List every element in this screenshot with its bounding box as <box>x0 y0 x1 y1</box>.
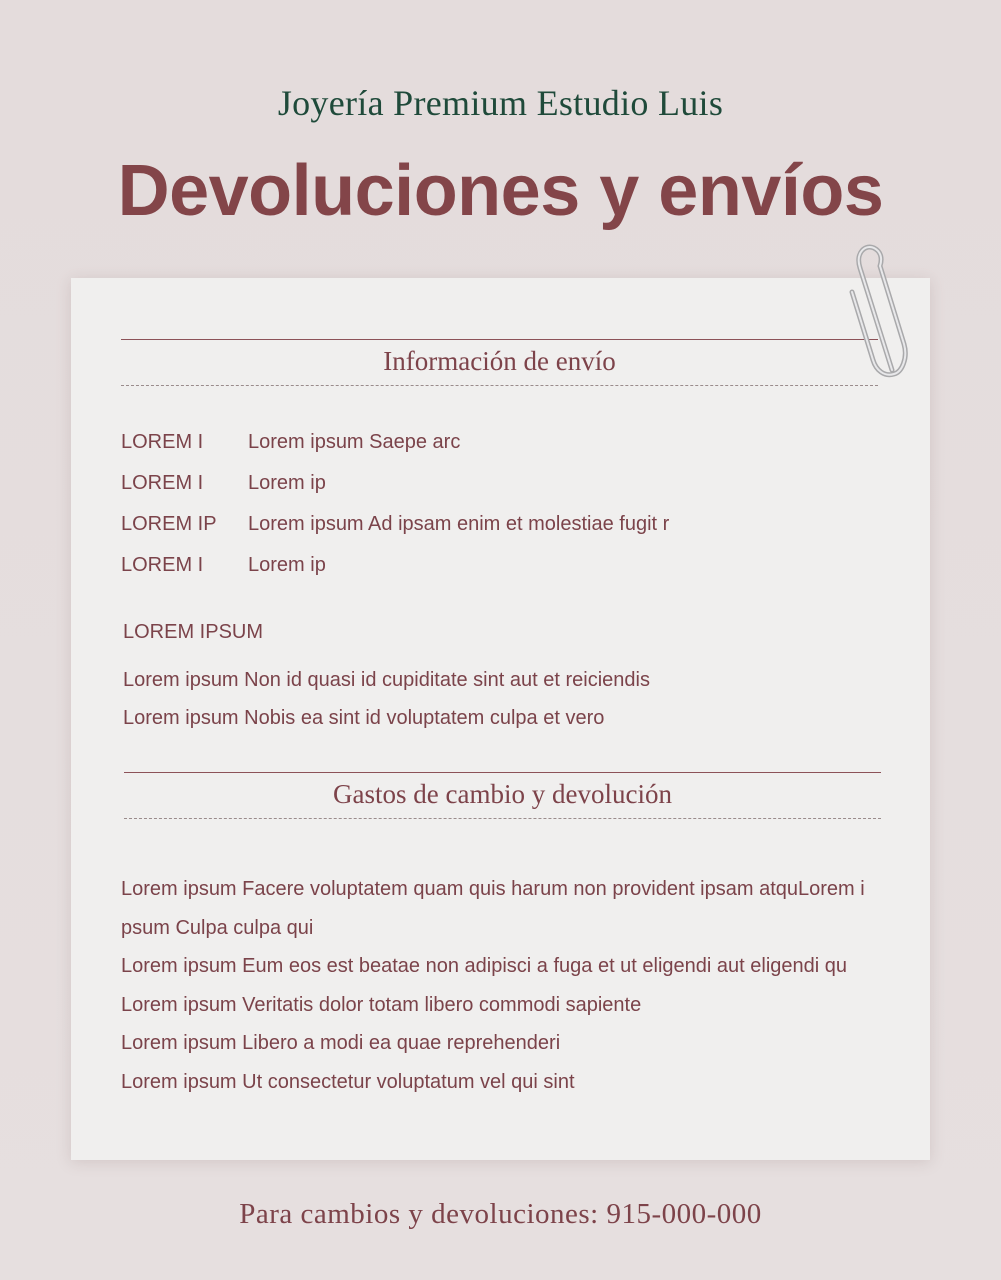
contact-footer: Para cambios y devoluciones: 915-000-000 <box>239 1198 762 1230</box>
shipping-row-label: LOREM I <box>121 431 204 453</box>
page-title: Devoluciones y envíos <box>117 151 884 231</box>
shipping-section-header <box>121 339 878 386</box>
shipping-row <box>121 431 841 454</box>
returns-line: Lorem ipsum Libero a modi ea quae reprehenderi <box>121 1032 561 1054</box>
shipping-line: Lorem ipsum Non id quasi id cupiditate sint aut et reiciendis <box>123 669 650 691</box>
brand-name: Joyería Premium Estudio Luis <box>277 83 724 123</box>
returns-line: Lorem ipsum Facere voluptatem quam quis harum non provident ipsam atquLorem i <box>121 878 865 900</box>
returns-line: Lorem ipsum Ut consectetur voluptatum vel qui sint <box>121 1071 575 1093</box>
shipping-row <box>121 554 841 577</box>
returns-line: Lorem ipsum Eum eos est beatae non adipisci a fuga et ut eligendi aut eligendi qu <box>121 955 848 977</box>
info-card <box>71 278 930 1160</box>
returns-section-header <box>124 772 881 819</box>
shipping-row-label: LOREM I <box>121 472 204 494</box>
divider-dashed <box>124 818 881 819</box>
shipping-row-value: Lorem ip <box>248 554 326 576</box>
shipping-row-value: Lorem ipsum Ad ipsam enim et molestiae fugit r <box>248 513 670 535</box>
paperclip-icon <box>836 240 920 386</box>
shipping-row-value: Lorem ipsum Saepe arc <box>248 431 461 453</box>
shipping-row-label: LOREM IP <box>121 513 217 535</box>
returns-line: Lorem ipsum Veritatis dolor totam libero commodi sapiente <box>121 994 642 1016</box>
shipping-heading: Información de envío <box>383 346 616 376</box>
returns-line: psum Culpa culpa qui <box>121 917 314 939</box>
shipping-subheading: LOREM IPSUM <box>123 621 264 643</box>
shipping-row <box>121 513 841 536</box>
shipping-row-value: Lorem ip <box>248 472 326 494</box>
shipping-row-label: LOREM I <box>121 554 204 576</box>
shipping-line: Lorem ipsum Nobis ea sint id voluptatem culpa et vero <box>123 707 605 729</box>
shipping-row <box>121 472 841 495</box>
divider-dashed <box>121 385 878 386</box>
returns-heading: Gastos de cambio y devolución <box>333 779 672 809</box>
